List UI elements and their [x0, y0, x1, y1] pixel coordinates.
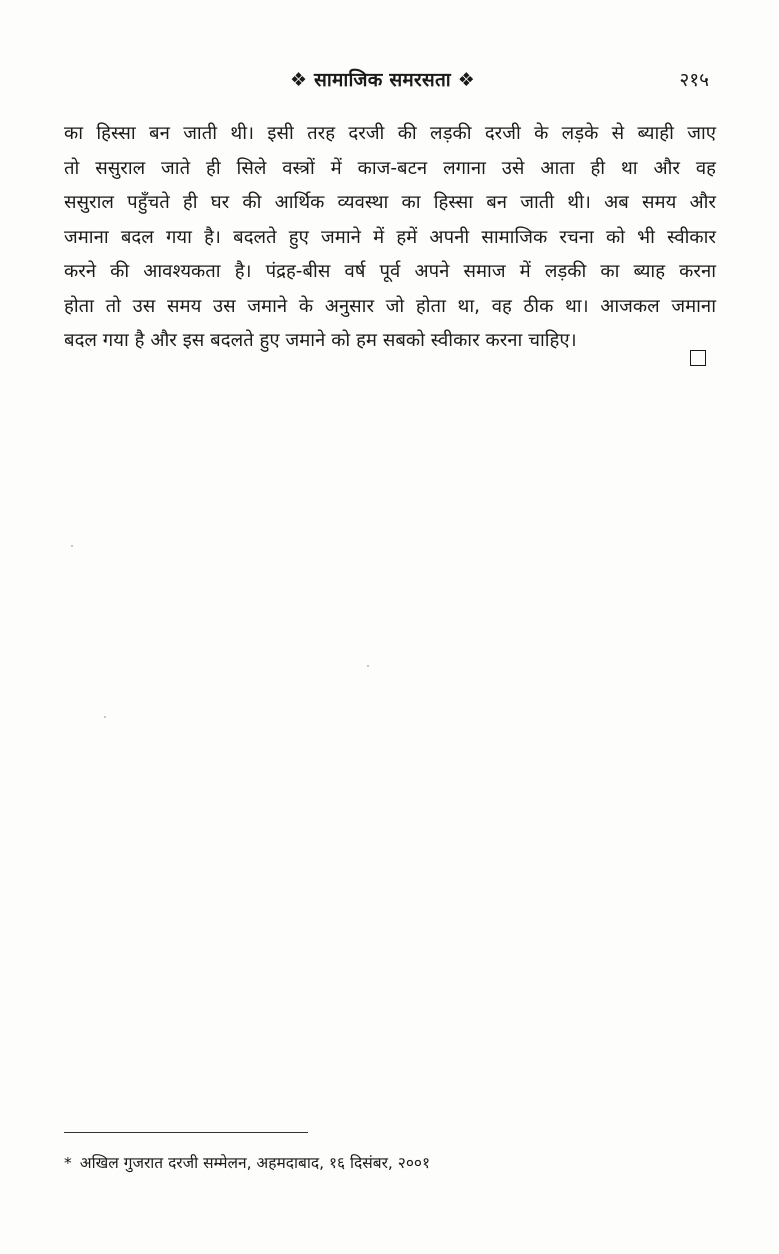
text-line: करने की आवश्यकता है। पंद्रह-बीस वर्ष पूर्व अपने समाज में लड़की का ब्याह करना — [64, 261, 716, 282]
text-line: ससुराल पहुँचते ही घर की आर्थिक व्यवस्था का हिस्सा बन जाती थी। अब समय और — [64, 192, 716, 213]
text-line: तो ससुराल जाते ही सिले वस्त्रों में काज-बटन लगाना उसे आता ही था और वह — [64, 157, 716, 179]
text-line: होता तो उस समय उस जमाने के अनुसार जो होता था, वह ठीक था। आजकल जमाना — [64, 295, 716, 317]
running-title: ❖ सामाजिक समरसता ❖ — [290, 69, 475, 91]
footnote-text: अखिल गुजरात दरजी सम्मेलन, अहमदाबाद, १६ दिसंबर, २००१ — [79, 1154, 431, 1172]
footnote — [64, 1151, 430, 1173]
running-header — [0, 66, 779, 96]
paper-speck — [367, 665, 369, 667]
footnote-divider — [64, 1132, 308, 1133]
paper-speck — [104, 716, 106, 718]
text-line: बदल गया है और इस बदलते हुए जमाने को हम सबको स्वीकार करना चाहिए। — [64, 330, 577, 351]
end-of-section-square-icon — [690, 350, 706, 366]
paper-speck — [71, 545, 73, 547]
page-number: २१५ — [679, 69, 709, 91]
text-line: जमाना बदल गया है। बदलते हुए जमाने में हमें अपनी सामाजिक रचना को भी स्वीकार — [64, 226, 716, 248]
text-line: का हिस्सा बन जाती थी। इसी तरह दरजी की लड़की दरजी के लड़के से ब्याही जाए — [64, 123, 716, 144]
body-paragraph — [64, 117, 716, 359]
footnote-marker: * — [64, 1154, 72, 1172]
